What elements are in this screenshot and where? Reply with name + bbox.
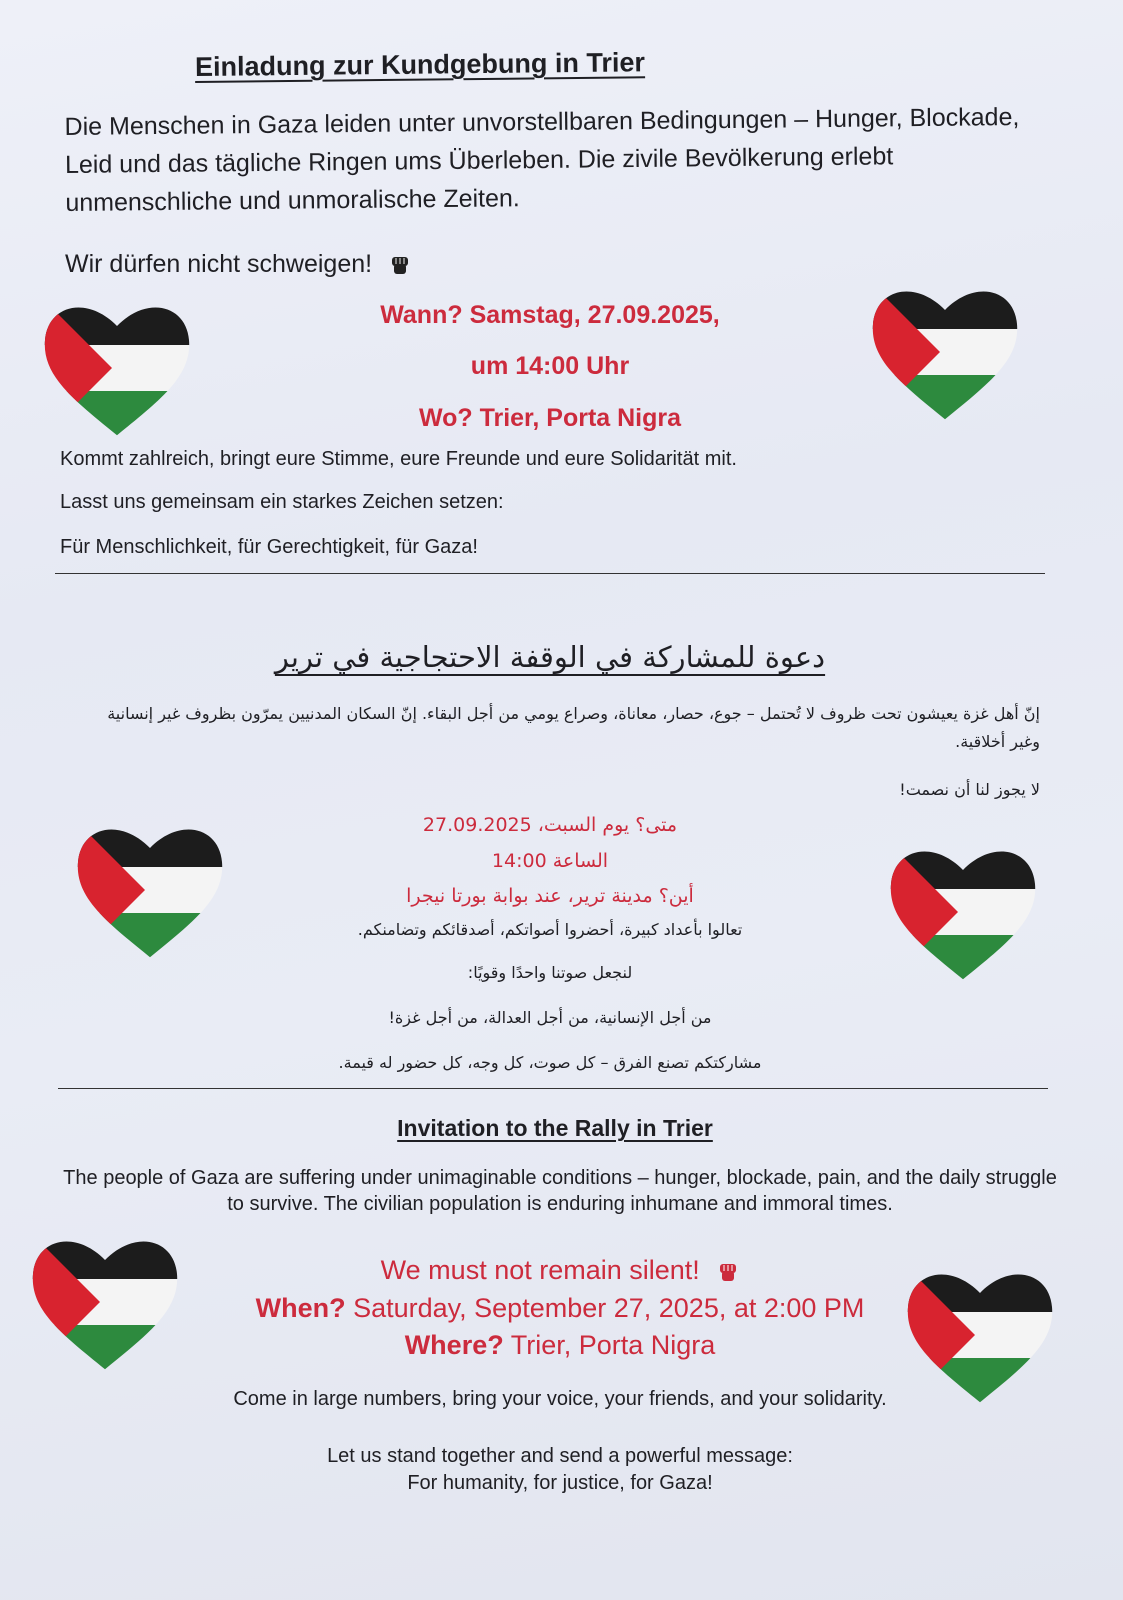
english-where-value: Trier, Porta Nigra <box>510 1330 716 1360</box>
arabic-line-2: لنجعل صوتنا واحدًا وقويًا: <box>467 963 633 982</box>
english-intro: The people of Gaza are suffering under unimaginable conditions – hunger, blockade, pain, and the daily struggle to survive. The civilian population is enduring inhumane and immoral times. <box>63 1167 1057 1215</box>
arabic-title: دعوة للمشاركة في الوقفة الاحتجاجية في ترير <box>274 640 826 674</box>
palestine-flag-heart-icon <box>888 842 1038 982</box>
arabic-line-1: تعالوا بأعداد كبيرة، أحضروا أصواتكم، أصدقائكم وتضامنكم. <box>357 920 743 939</box>
german-time: um 14:00 Uhr <box>470 352 630 380</box>
english-silence-text: We must not remain silent! <box>380 1255 700 1285</box>
german-line-1: Kommt zahlreich, bringt eure Stimme, eure Freunde und eure Solidarität mit. <box>60 448 737 470</box>
arabic-silence: لا يجوز لنا أن نصمت! <box>899 780 1040 799</box>
english-when <box>160 1293 960 1324</box>
section-divider <box>55 573 1045 574</box>
section-divider <box>58 1088 1048 1089</box>
english-where <box>160 1330 960 1361</box>
palestine-flag-heart-icon <box>75 820 225 960</box>
arabic-intro: إنّ أهل غزة يعيشون تحت ظروف لا تُحتمل – جوع، حصار، معاناة، وصراع يومي من أجل البقاء. إنّ السكان المدنيين يمرّون بظروف غير إنسانية وغير أخلاقية. <box>107 704 1040 751</box>
arabic-when: متى؟ يوم السبت، 27.09.2025 <box>422 814 678 836</box>
english-when-value: Saturday, September 27, 2025, at 2:00 PM <box>353 1293 865 1323</box>
palestine-flag-heart-icon <box>870 282 1020 422</box>
english-title: Invitation to the Rally in Trier <box>397 1115 713 1141</box>
german-when: Wann? Samstag, 27.09.2025, <box>380 301 720 329</box>
arabic-where: أين؟ مدينة ترير، عند بوابة بورتا نيجرا <box>406 885 694 907</box>
fist-icon <box>389 254 411 276</box>
fist-icon <box>717 1261 739 1283</box>
german-line-2: Lasst uns gemeinsam ein starkes Zeichen setzen: <box>60 491 504 513</box>
german-title: Einladung zur Kundgebung in Trier <box>194 47 646 82</box>
german-silence-text: Wir dürfen nicht schweigen! <box>65 250 373 278</box>
english-line-2: Let us stand together and send a powerful message: <box>327 1445 793 1467</box>
arabic-line-3: من أجل الإنسانية، من أجل العدالة، من أجل غزة! <box>388 1008 712 1027</box>
german-where: Wo? Trier, Porta Nigra <box>418 404 682 432</box>
arabic-time: الساعة 14:00 <box>491 850 609 872</box>
palestine-flag-heart-icon <box>30 1232 180 1372</box>
palestine-flag-heart-icon <box>905 1265 1055 1405</box>
german-intro: Die Menschen in Gaza leiden unter unvorstellbaren Bedingungen – Hunger, Blockade, Leid und das tägliche Ringen ums Überleben. Die zivile Bevölkerung erlebt unmenschliche und unmoralische Zeiten. <box>64 103 1020 217</box>
english-where-label: Where? <box>404 1330 504 1360</box>
english-line-1: Come in large numbers, bring your voice, your friends, and your solidarity. <box>233 1388 887 1410</box>
german-line-3: Für Menschlichkeit, für Gerechtigkeit, für Gaza! <box>60 536 478 558</box>
arabic-line-4: مشاركتكم تصنع الفرق – كل صوت، كل وجه، كل حضور له قيمة. <box>338 1053 762 1072</box>
english-silence-line <box>160 1255 960 1286</box>
english-when-label: When? <box>255 1293 346 1323</box>
english-line-3: For humanity, for justice, for Gaza! <box>407 1472 713 1494</box>
german-silence-line <box>65 250 411 279</box>
palestine-flag-heart-icon <box>42 298 192 438</box>
